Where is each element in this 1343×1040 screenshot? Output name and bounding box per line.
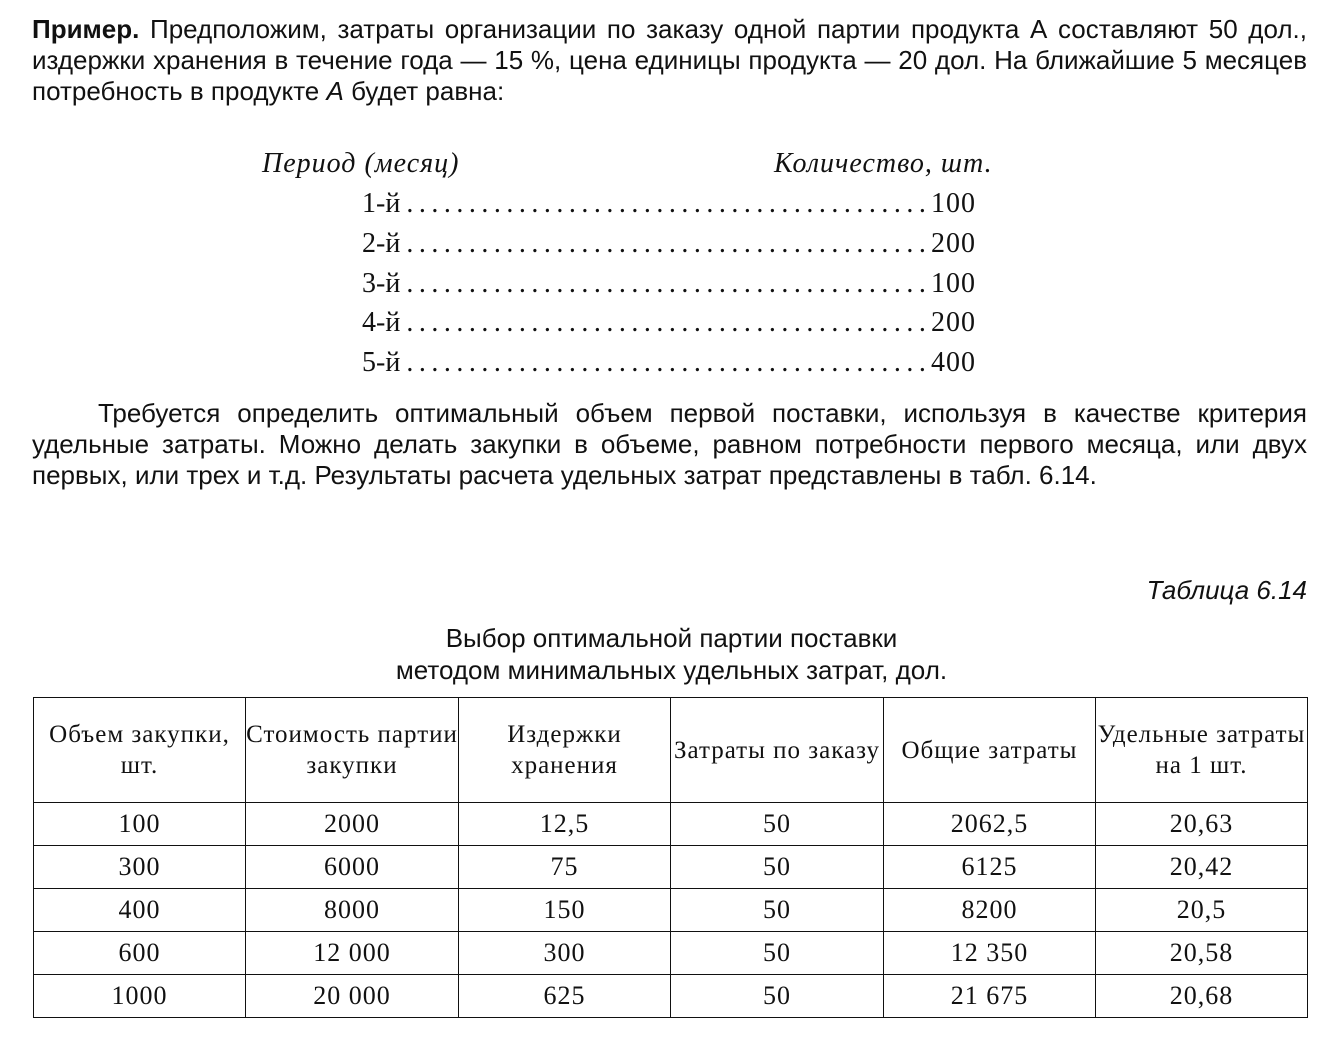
quantity-column-header: Количество, шт. xyxy=(774,148,993,179)
table-row xyxy=(34,932,1308,975)
cell-lot-cost: 8000 xyxy=(246,889,459,932)
cell-volume: 600 xyxy=(34,932,246,975)
header-total-cost: Общие затраты xyxy=(884,698,1096,803)
example-lead: Пример. xyxy=(32,14,140,44)
cell-lot-cost: 12 000 xyxy=(246,932,459,975)
table-row xyxy=(34,889,1308,932)
header-holding-cost: Издержки хранения xyxy=(459,698,671,803)
cell-holding-cost: 150 xyxy=(459,889,671,932)
cell-unit-cost: 20,68 xyxy=(1096,975,1308,1018)
cell-unit-cost: 20,58 xyxy=(1096,932,1308,975)
header-volume: Объем закупки, шт. xyxy=(34,698,246,803)
demand-quantity: 200 xyxy=(931,307,976,338)
cell-order-cost: 50 xyxy=(671,975,884,1018)
demand-quantity: 100 xyxy=(931,188,976,219)
table-title-line: Выбор оптимальной партии поставки xyxy=(445,623,898,653)
demand-row xyxy=(362,228,976,268)
demand-period: 1-й xyxy=(362,188,401,219)
cell-holding-cost: 300 xyxy=(459,932,671,975)
dot-leader xyxy=(406,268,927,300)
table-number: Таблица 6.14 xyxy=(1146,575,1307,605)
header-order-cost: Затраты по заказу xyxy=(671,698,884,803)
example-text-part1: Предположим, затраты организации по заказу одной партии продукта А составляют 50 дол., издержки хранения в течение года — 15 %, цена единицы продукта — 20 дол. На ближайшие 5 месяцев потребность в продукте xyxy=(32,14,1307,106)
example-paragraph xyxy=(32,14,1307,107)
cell-order-cost: 50 xyxy=(671,932,884,975)
cell-volume: 1000 xyxy=(34,975,246,1018)
demand-period: 3-й xyxy=(362,268,401,299)
demand-row xyxy=(362,188,976,228)
table-row xyxy=(34,846,1308,889)
cell-lot-cost: 6000 xyxy=(246,846,459,889)
dot-leader xyxy=(406,307,927,339)
demand-quantity: 400 xyxy=(931,347,976,378)
demand-quantity: 100 xyxy=(931,268,976,299)
cell-volume: 300 xyxy=(34,846,246,889)
cell-volume: 100 xyxy=(34,803,246,846)
cell-order-cost: 50 xyxy=(671,803,884,846)
demand-quantity: 200 xyxy=(931,228,976,259)
cell-volume: 400 xyxy=(34,889,246,932)
lot-selection-table xyxy=(33,697,1308,1018)
demand-period: 4-й xyxy=(362,307,401,338)
example-text-part2: будет равна: xyxy=(343,76,505,106)
cell-total-cost: 21 675 xyxy=(884,975,1096,1018)
dot-leader xyxy=(406,188,927,220)
period-column-header: Период (месяц) xyxy=(262,148,460,179)
cell-lot-cost: 2000 xyxy=(246,803,459,846)
requirement-paragraph: Требуется определить оптимальный объем первой поставки, используя в качестве критерия удельные затраты. Можно делать закупки в объеме, равном потребности первого месяца, или двух первых, или трех и т.д. Результаты расчета удельных затрат представлены в табл. 6.14. xyxy=(32,398,1307,490)
cell-unit-cost: 20,63 xyxy=(1096,803,1308,846)
table-title-line: методом минимальных удельных затрат, дол. xyxy=(395,655,948,685)
cell-lot-cost: 20 000 xyxy=(246,975,459,1018)
table-row xyxy=(34,803,1308,846)
demand-period: 5-й xyxy=(362,347,401,378)
cell-total-cost: 8200 xyxy=(884,889,1096,932)
dot-leader xyxy=(406,228,927,260)
demand-row xyxy=(362,347,976,387)
demand-row xyxy=(362,307,976,347)
table-header-row xyxy=(34,698,1308,803)
cell-order-cost: 50 xyxy=(671,889,884,932)
cell-holding-cost: 12,5 xyxy=(459,803,671,846)
dot-leader xyxy=(406,347,927,379)
demand-header xyxy=(0,148,1343,184)
header-lot-cost: Стоимость партии закупки xyxy=(246,698,459,803)
table-row xyxy=(34,975,1308,1018)
table-title xyxy=(0,622,1343,686)
cell-total-cost: 2062,5 xyxy=(884,803,1096,846)
cell-order-cost: 50 xyxy=(671,846,884,889)
demand-row xyxy=(362,268,976,308)
cell-total-cost: 6125 xyxy=(884,846,1096,889)
cell-unit-cost: 20,5 xyxy=(1096,889,1308,932)
header-unit-cost: Удельные затраты на 1 шт. xyxy=(1096,698,1308,803)
cell-unit-cost: 20,42 xyxy=(1096,846,1308,889)
cell-holding-cost: 75 xyxy=(459,846,671,889)
cell-total-cost: 12 350 xyxy=(884,932,1096,975)
product-letter: А xyxy=(326,76,344,106)
cell-holding-cost: 625 xyxy=(459,975,671,1018)
demand-period: 2-й xyxy=(362,228,401,259)
